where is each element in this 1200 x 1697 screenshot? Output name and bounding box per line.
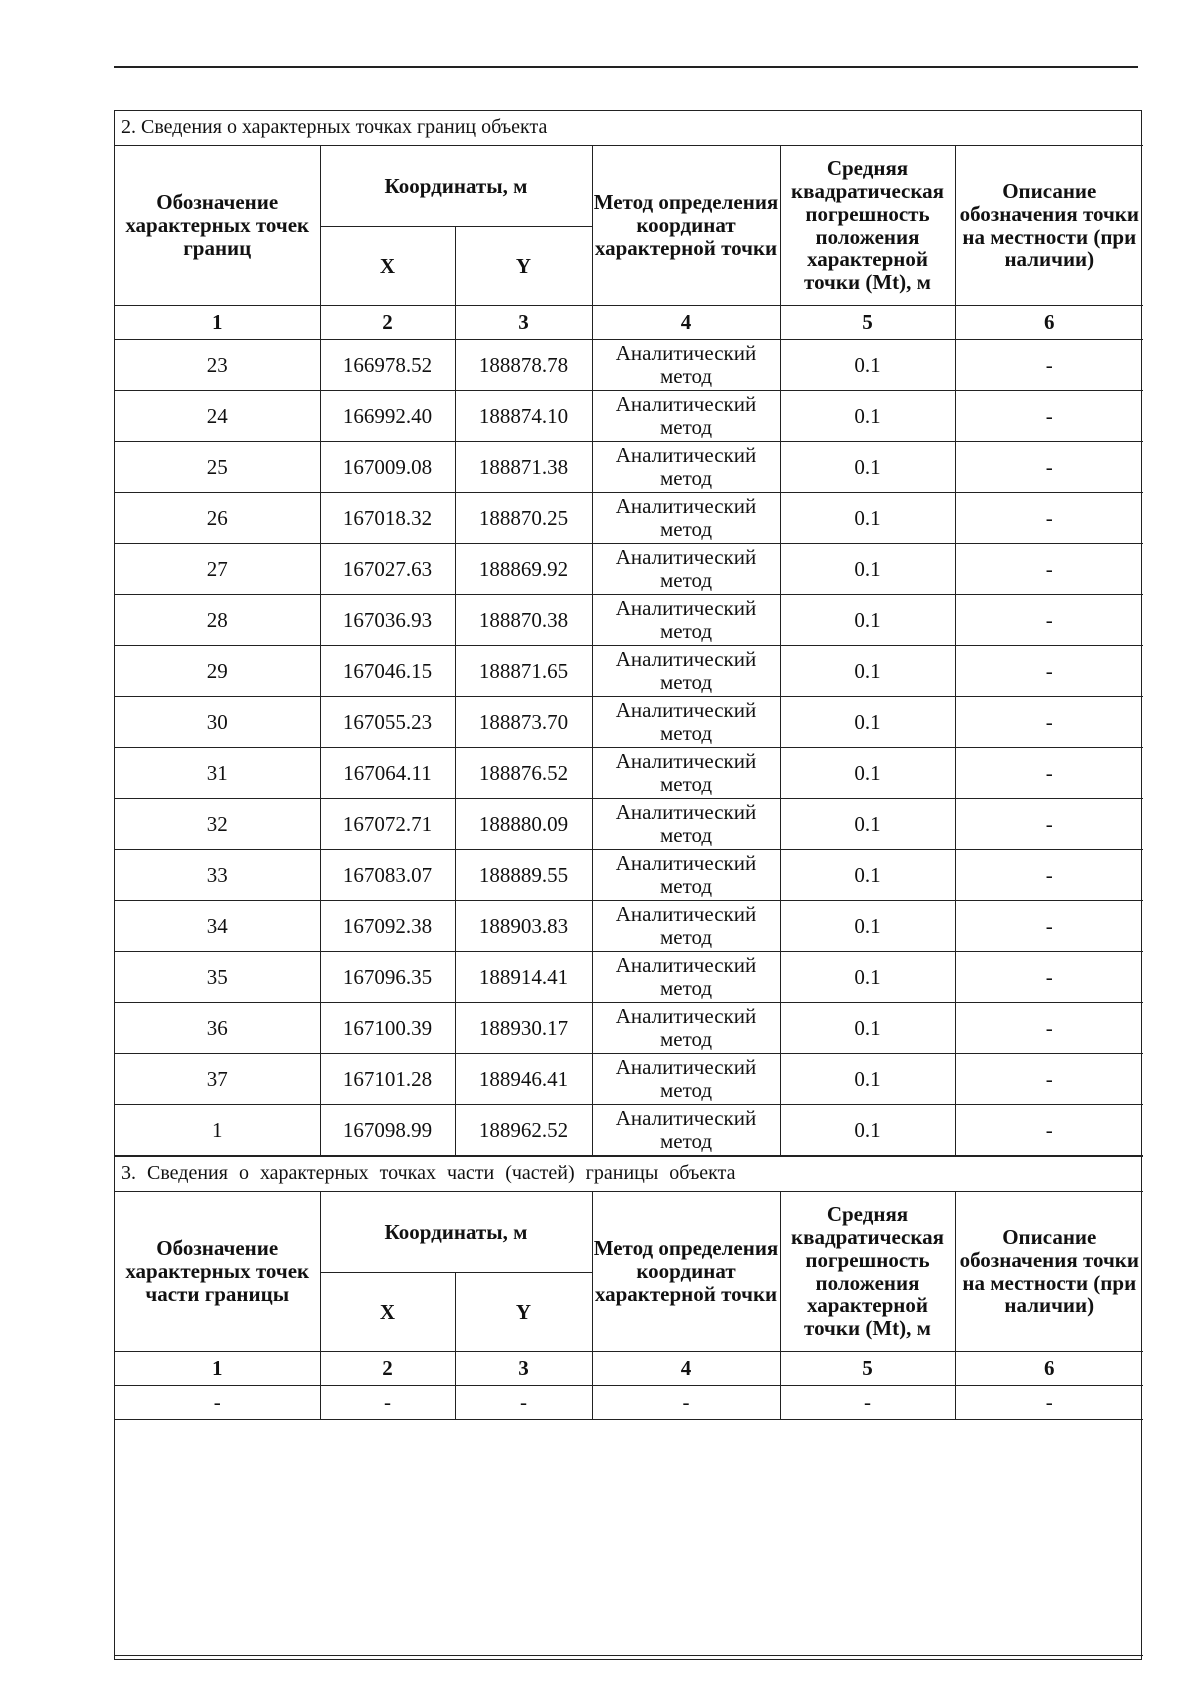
x-coordinate-cell: 167036.93 xyxy=(320,595,455,646)
table-row xyxy=(115,697,1143,748)
point-cell: 37 xyxy=(115,1054,320,1105)
method-cell: Аналитический метод xyxy=(592,799,780,850)
blank-area xyxy=(115,1420,1143,1656)
description-cell: - xyxy=(955,544,1143,595)
x-coordinate-cell: 167027.63 xyxy=(320,544,455,595)
point-cell: 33 xyxy=(115,850,320,901)
method-cell: Аналитический метод xyxy=(592,544,780,595)
description-cell: - xyxy=(955,442,1143,493)
header-designation: Обозначение характерных точек части границы xyxy=(115,1192,320,1352)
description-cell: - xyxy=(955,1003,1143,1054)
point-cell: 24 xyxy=(115,391,320,442)
header-coordinates: Координаты, м xyxy=(320,146,592,227)
table-row xyxy=(115,1105,1143,1156)
table-row xyxy=(115,595,1143,646)
error-cell: 0.1 xyxy=(780,952,955,1003)
table-row xyxy=(115,1003,1143,1054)
table-row xyxy=(115,952,1143,1003)
x-coordinate-cell: 167018.32 xyxy=(320,493,455,544)
error-cell: 0.1 xyxy=(780,391,955,442)
error-cell: 0.1 xyxy=(780,799,955,850)
y-coordinate-cell: 188962.52 xyxy=(455,1105,592,1156)
y-coordinate-cell: 188876.52 xyxy=(455,748,592,799)
section2-table xyxy=(115,111,1143,1156)
y-coordinate-cell: 188880.09 xyxy=(455,799,592,850)
error-cell: - xyxy=(780,1386,955,1420)
column-number: 5 xyxy=(780,1352,955,1386)
header-description: Описание обозначения точки на местности (при наличии) xyxy=(955,146,1143,306)
table-row xyxy=(115,1386,1143,1420)
point-cell: 30 xyxy=(115,697,320,748)
method-cell: Аналитический метод xyxy=(592,442,780,493)
method-cell: Аналитический метод xyxy=(592,1105,780,1156)
error-cell: 0.1 xyxy=(780,544,955,595)
point-cell: 23 xyxy=(115,340,320,391)
description-cell: - xyxy=(955,646,1143,697)
method-cell: Аналитический метод xyxy=(592,646,780,697)
description-cell: - xyxy=(955,1105,1143,1156)
method-cell: Аналитический метод xyxy=(592,850,780,901)
description-cell: - xyxy=(955,340,1143,391)
column-number: 1 xyxy=(115,1352,320,1386)
column-number: 3 xyxy=(455,306,592,340)
x-coordinate-cell: 167098.99 xyxy=(320,1105,455,1156)
y-coordinate-cell: 188869.92 xyxy=(455,544,592,595)
y-coordinate-cell: - xyxy=(455,1386,592,1420)
section3-table xyxy=(115,1156,1143,1656)
column-number: 3 xyxy=(455,1352,592,1386)
table-row xyxy=(115,340,1143,391)
method-cell: Аналитический метод xyxy=(592,1054,780,1105)
error-cell: 0.1 xyxy=(780,1105,955,1156)
error-cell: 0.1 xyxy=(780,595,955,646)
description-cell: - xyxy=(955,493,1143,544)
description-cell: - xyxy=(955,748,1143,799)
header-y: Y xyxy=(455,227,592,306)
column-number: 5 xyxy=(780,306,955,340)
header-method: Метод определения координат характерной точки xyxy=(592,1192,780,1352)
point-cell: - xyxy=(115,1386,320,1420)
description-cell: - xyxy=(955,850,1143,901)
point-cell: 26 xyxy=(115,493,320,544)
x-coordinate-cell: 167101.28 xyxy=(320,1054,455,1105)
y-coordinate-cell: 188946.41 xyxy=(455,1054,592,1105)
description-cell: - xyxy=(955,697,1143,748)
method-cell: Аналитический метод xyxy=(592,952,780,1003)
y-coordinate-cell: 188878.78 xyxy=(455,340,592,391)
table-row xyxy=(115,799,1143,850)
point-cell: 25 xyxy=(115,442,320,493)
error-cell: 0.1 xyxy=(780,340,955,391)
point-cell: 29 xyxy=(115,646,320,697)
header-x: X xyxy=(320,227,455,306)
method-cell: Аналитический метод xyxy=(592,697,780,748)
column-number: 6 xyxy=(955,1352,1143,1386)
y-coordinate-cell: 188871.65 xyxy=(455,646,592,697)
column-number: 6 xyxy=(955,306,1143,340)
method-cell: Аналитический метод xyxy=(592,493,780,544)
error-cell: 0.1 xyxy=(780,442,955,493)
x-coordinate-cell: 167072.71 xyxy=(320,799,455,850)
y-coordinate-cell: 188914.41 xyxy=(455,952,592,1003)
method-cell: Аналитический метод xyxy=(592,748,780,799)
description-cell: - xyxy=(955,1054,1143,1105)
table-row xyxy=(115,646,1143,697)
x-coordinate-cell: 166992.40 xyxy=(320,391,455,442)
table-row xyxy=(115,1054,1143,1105)
table-row xyxy=(115,391,1143,442)
x-coordinate-cell: 167092.38 xyxy=(320,901,455,952)
description-cell: - xyxy=(955,799,1143,850)
description-cell: - xyxy=(955,901,1143,952)
point-cell: 32 xyxy=(115,799,320,850)
y-coordinate-cell: 188871.38 xyxy=(455,442,592,493)
header-method: Метод определения координат характерной точки xyxy=(592,146,780,306)
error-cell: 0.1 xyxy=(780,697,955,748)
x-coordinate-cell: 167100.39 xyxy=(320,1003,455,1054)
x-coordinate-cell: 167083.07 xyxy=(320,850,455,901)
method-cell: Аналитический метод xyxy=(592,391,780,442)
error-cell: 0.1 xyxy=(780,1054,955,1105)
x-coordinate-cell: 167055.23 xyxy=(320,697,455,748)
x-coordinate-cell: 167096.35 xyxy=(320,952,455,1003)
description-cell: - xyxy=(955,952,1143,1003)
method-cell: Аналитический метод xyxy=(592,1003,780,1054)
column-number-row xyxy=(115,1352,1143,1386)
point-cell: 27 xyxy=(115,544,320,595)
x-coordinate-cell: 167009.08 xyxy=(320,442,455,493)
error-cell: 0.1 xyxy=(780,1003,955,1054)
header-description: Описание обозначения точки на местности (при наличии) xyxy=(955,1192,1143,1352)
header-y: Y xyxy=(455,1273,592,1352)
y-coordinate-cell: 188870.38 xyxy=(455,595,592,646)
y-coordinate-cell: 188874.10 xyxy=(455,391,592,442)
table-row xyxy=(115,901,1143,952)
column-number: 2 xyxy=(320,1352,455,1386)
method-cell: Аналитический метод xyxy=(592,901,780,952)
column-number-row xyxy=(115,306,1143,340)
column-number: 4 xyxy=(592,306,780,340)
header-x: X xyxy=(320,1273,455,1352)
table-row xyxy=(115,493,1143,544)
section3-title: 3. Сведения о характерных точках части (частей) границы объекта xyxy=(115,1157,1143,1192)
description-cell: - xyxy=(955,1386,1143,1420)
document-frame xyxy=(114,110,1142,1660)
point-cell: 35 xyxy=(115,952,320,1003)
table-row xyxy=(115,748,1143,799)
table-row xyxy=(115,442,1143,493)
point-cell: 34 xyxy=(115,901,320,952)
error-cell: 0.1 xyxy=(780,901,955,952)
method-cell: Аналитический метод xyxy=(592,595,780,646)
point-cell: 1 xyxy=(115,1105,320,1156)
error-cell: 0.1 xyxy=(780,646,955,697)
error-cell: 0.1 xyxy=(780,748,955,799)
y-coordinate-cell: 188903.83 xyxy=(455,901,592,952)
x-coordinate-cell: 166978.52 xyxy=(320,340,455,391)
error-cell: 0.1 xyxy=(780,493,955,544)
column-number: 2 xyxy=(320,306,455,340)
method-cell: Аналитический метод xyxy=(592,340,780,391)
x-coordinate-cell: 167064.11 xyxy=(320,748,455,799)
header-designation: Обозначение характерных точек границ xyxy=(115,146,320,306)
point-cell: 28 xyxy=(115,595,320,646)
header-coordinates: Координаты, м xyxy=(320,1192,592,1273)
section2-title: 2. Сведения о характерных точках границ объекта xyxy=(115,111,1143,146)
table-row xyxy=(115,544,1143,595)
table-row xyxy=(115,850,1143,901)
top-rule xyxy=(114,66,1138,68)
column-number: 4 xyxy=(592,1352,780,1386)
x-coordinate-cell: - xyxy=(320,1386,455,1420)
point-cell: 31 xyxy=(115,748,320,799)
column-number: 1 xyxy=(115,306,320,340)
method-cell: - xyxy=(592,1386,780,1420)
y-coordinate-cell: 188873.70 xyxy=(455,697,592,748)
header-error: Средняя квадратическая погрешность положения характерной точки (Mt), м xyxy=(780,1192,955,1352)
description-cell: - xyxy=(955,595,1143,646)
point-cell: 36 xyxy=(115,1003,320,1054)
description-cell: - xyxy=(955,391,1143,442)
y-coordinate-cell: 188930.17 xyxy=(455,1003,592,1054)
y-coordinate-cell: 188889.55 xyxy=(455,850,592,901)
y-coordinate-cell: 188870.25 xyxy=(455,493,592,544)
x-coordinate-cell: 167046.15 xyxy=(320,646,455,697)
error-cell: 0.1 xyxy=(780,850,955,901)
header-error: Средняя квадратическая погрешность положения характерной точки (Mt), м xyxy=(780,146,955,306)
